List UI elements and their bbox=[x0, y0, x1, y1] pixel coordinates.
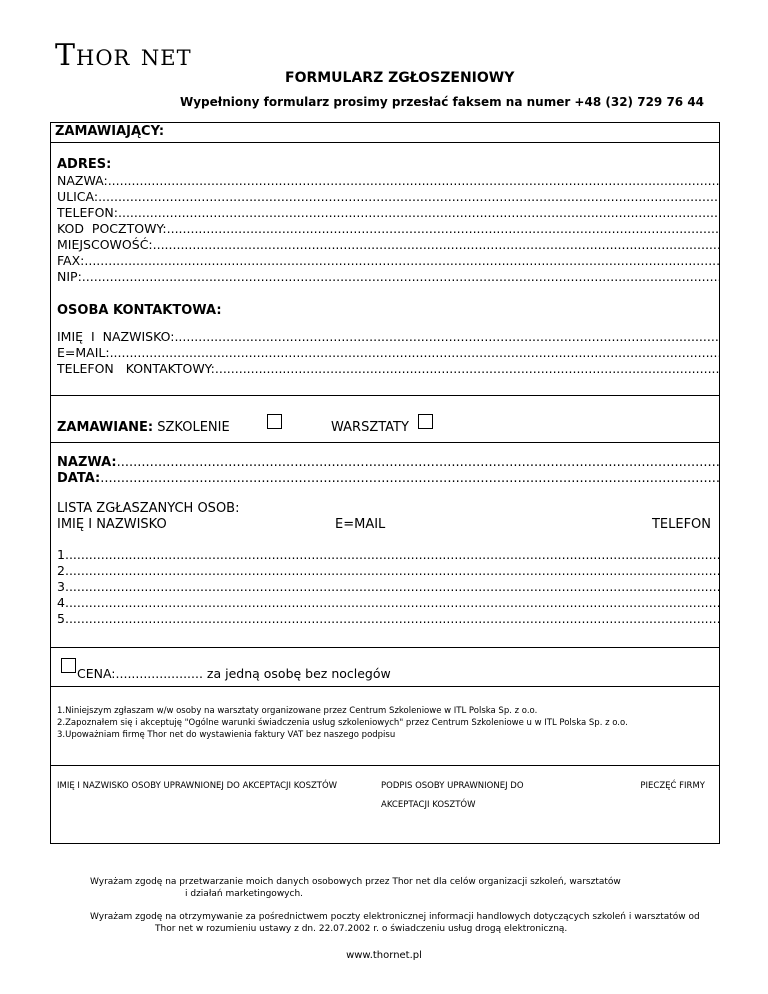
field-telefon-kontaktowy[interactable] bbox=[57, 361, 719, 377]
field-email[interactable] bbox=[57, 345, 719, 361]
participant-row[interactable] bbox=[57, 579, 719, 595]
price-label: CENA:...................... bbox=[77, 666, 203, 681]
website-link[interactable]: www.thornet.pl bbox=[346, 950, 422, 961]
company-logo: Thor net bbox=[55, 38, 192, 73]
address-contact-section bbox=[50, 142, 720, 396]
field-label: E=MAIL: bbox=[57, 345, 110, 360]
ordering-party-label: ZAMAWIAJĄCY: bbox=[55, 124, 165, 139]
consent-data-processing-2: i działań marketingowych. bbox=[185, 889, 304, 899]
signature-name-label: IMIĘ I NAZWISKO OSOBY UPRAWNIONEJ DO AKCEPTACJI KOSZTÓW bbox=[57, 781, 338, 791]
field-nip[interactable] bbox=[57, 269, 719, 285]
price-section bbox=[50, 647, 720, 687]
declaration-1: 1.Niniejszym zgłaszam w/w osoby na warsztaty organizowane przez Centrum Szkoleniowe w ITL Polska Sp. z o.o. bbox=[57, 706, 538, 716]
signatures-section bbox=[50, 765, 720, 844]
order-type-section bbox=[50, 395, 720, 443]
form-title: FORMULARZ ZGŁOSZENIOWY bbox=[285, 70, 515, 86]
form-subtitle: Wypełniony formularz prosimy przesłać faksem na numer +48 (32) 729 76 44 bbox=[180, 95, 705, 109]
field-training-name[interactable] bbox=[57, 455, 719, 471]
field-label: KOD POCZTOWY: bbox=[57, 221, 167, 236]
field-miejscowosc[interactable] bbox=[57, 237, 719, 253]
participant-row[interactable] bbox=[57, 547, 719, 563]
price-line bbox=[77, 666, 391, 681]
field-label: FAX: bbox=[57, 253, 85, 268]
field-kod-pocztowy[interactable] bbox=[57, 221, 719, 237]
field-telefon[interactable] bbox=[57, 205, 719, 221]
field-training-date[interactable] bbox=[57, 471, 719, 487]
field-label: ULICA: bbox=[57, 189, 99, 204]
consent-data-processing-1: Wyrażam zgodę na przetwarzanie moich danych osobowych przez Thor net dla celów organizacji szkoleń, warsztatów bbox=[90, 877, 621, 887]
field-label: MIEJSCOWOŚĆ: bbox=[57, 237, 153, 252]
szkolenie-checkbox[interactable] bbox=[267, 414, 282, 429]
row-number: 5. bbox=[57, 611, 69, 626]
declaration-3: 3.Upoważniam firmę Thor net do wystawienia faktury VAT bez naszego podpisu bbox=[57, 730, 396, 740]
row-number: 2. bbox=[57, 563, 69, 578]
declarations-section bbox=[50, 686, 720, 766]
participant-row[interactable] bbox=[57, 595, 719, 611]
field-label: IMIĘ I NAZWISKO: bbox=[57, 329, 175, 344]
warsztaty-checkbox[interactable] bbox=[418, 414, 433, 429]
field-label: NAZWA: bbox=[57, 455, 117, 470]
ordering-party-section bbox=[50, 122, 720, 143]
field-label: NIP: bbox=[57, 269, 82, 284]
row-number: 3. bbox=[57, 579, 69, 594]
field-fax[interactable] bbox=[57, 253, 719, 269]
field-label: TELEFON KONTAKTOWY: bbox=[57, 361, 215, 376]
field-nazwa[interactable] bbox=[57, 173, 719, 189]
field-label: TELEFON: bbox=[57, 205, 118, 220]
field-imie-nazwisko[interactable] bbox=[57, 329, 719, 345]
address-heading: ADRES: bbox=[57, 157, 112, 172]
row-number: 4. bbox=[57, 595, 69, 610]
company-stamp-label: PIECZĘĆ FIRMY bbox=[640, 781, 705, 791]
signature-signing-label-1: PODPIS OSOBY UPRAWNIONEJ DO bbox=[381, 781, 524, 791]
column-email: E=MAIL bbox=[335, 517, 386, 532]
price-checkbox[interactable] bbox=[61, 658, 76, 673]
list-columns bbox=[57, 517, 719, 533]
contact-heading: OSOBA KONTAKTOWA: bbox=[57, 303, 222, 318]
option-szkolenie-label: SZKOLENIE bbox=[157, 420, 230, 435]
participant-row[interactable] bbox=[57, 611, 719, 627]
consent-marketing-1: Wyrażam zgodę na otrzymywanie za pośrednictwem poczty elektronicznej informacji handlowych dotyczących szkoleń i warsztatów od bbox=[90, 912, 700, 922]
column-name: IMIĘ I NAZWISKO bbox=[57, 517, 167, 532]
order-type-row bbox=[57, 420, 230, 435]
field-label: NAZWA: bbox=[57, 173, 108, 188]
price-suffix: za jedną osobę bez noclegów bbox=[202, 666, 391, 681]
declaration-2: 2.Zapoznałem się i akceptuję "Ogólne warunki świadczenia usług szkoleniowych" przez Centrum Szkoleniowe u w ITL Polska Sp. z o.o. bbox=[57, 718, 628, 728]
list-heading: LISTA ZGŁASZANYCH OSÓB: bbox=[57, 501, 240, 516]
field-label: DATA: bbox=[57, 471, 101, 486]
order-type-label: ZAMAWIANE: bbox=[57, 420, 154, 435]
signature-signing-label-2: AKCEPTACJI KOSZTÓW bbox=[381, 800, 476, 810]
consent-marketing-2: Thor net w rozumieniu ustawy z dn. 22.07.2002 r. o świadczeniu usług drogą elektroniczną. bbox=[155, 924, 568, 934]
column-phone: TELEFON bbox=[651, 517, 711, 532]
option-warsztaty-label: WARSZTATY bbox=[331, 420, 409, 435]
row-number: 1. bbox=[57, 547, 69, 562]
participants-section bbox=[50, 442, 720, 648]
participant-row[interactable] bbox=[57, 563, 719, 579]
field-ulica[interactable] bbox=[57, 189, 719, 205]
